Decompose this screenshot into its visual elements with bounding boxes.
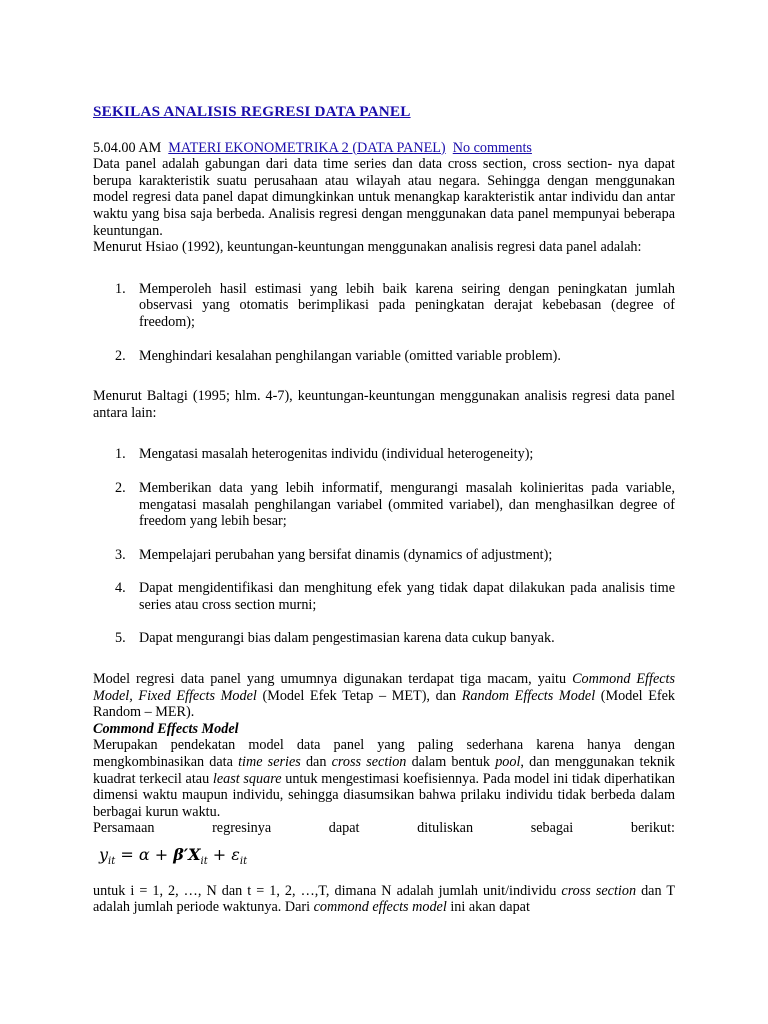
list-item-text: Dapat mengurangi bias dalam pengestimasian karena data cukup banyak. (139, 630, 555, 647)
list-item (93, 630, 675, 647)
eq-x-sub: it (200, 856, 208, 868)
cem-paragraph (93, 737, 675, 820)
list-item-text: Memberikan data yang lebih informatif, mengurangi masalah kolinieritas pada variable, mengatasi masalah penghilangan variabel (ommited variabel), dan menghasilkan degree of freedom yang lebih besar; (139, 479, 675, 530)
text-run: dan T adalah jumlah periode waktunya. Dari (93, 882, 675, 916)
regression-equation (99, 847, 675, 871)
italic-run: cross section (331, 754, 407, 771)
list-item (93, 547, 675, 564)
italic-run: Random Effects Model (461, 687, 596, 704)
eq-x: X (188, 845, 201, 864)
list-number: 5. (115, 630, 126, 647)
list-number: 1. (115, 446, 126, 463)
list-item (93, 480, 675, 530)
hsiao-paragraph: Menurut Hsiao (1992), keuntungan-keuntungan menggunakan analisis regresi data panel adalah: (93, 239, 642, 256)
list-item (93, 580, 675, 613)
italic-run: cross section (561, 882, 637, 899)
post-meta (93, 140, 675, 157)
text-run: Model regresi data panel yang umumnya digunakan terdapat tiga macam, yaitu (93, 671, 573, 688)
list-item (93, 281, 675, 331)
intro-paragraph: Data panel adalah gabungan dari data time series dan data cross section, cross section- nya dapat berupa karakteristik suatu perusahaan atau wilayah atau negara. Sehingga dengan menggunakan model regresi data panel dapat dimungkinkan untuk menangkap karakteristik antar individu dan antar waktu yang bisa saja berbeda. Analisis regresi dengan menggunakan data panel mempunyai beberapa keuntungan. (93, 156, 675, 239)
models-paragraph (93, 671, 675, 721)
text-run: , dan menggunakan teknik kuadrat terkecil atau (93, 754, 675, 787)
list-number: 2. (115, 347, 126, 364)
list-item (93, 348, 675, 365)
eq-y-sub: it (108, 856, 116, 868)
category-link[interactable]: MATERI EKONOMETRIKA 2 (DATA PANEL) (168, 139, 446, 156)
eq-epsilon: + ε (207, 845, 240, 864)
text-run: untuk i = 1, 2, …, N dan t = 1, 2, …,T, dimana N adalah jumlah unit/individu (93, 882, 562, 899)
italic-run: pool (495, 754, 521, 771)
equation-intro: Persamaan regresinya dapat dituliskan sebagai berikut: (93, 820, 675, 837)
text-run: (Model Efek Random – MER). (93, 687, 675, 721)
italic-run: commond effects model (313, 899, 447, 916)
post-time: 5.04.00 AM (93, 139, 162, 156)
text-run: dan (300, 754, 332, 771)
italic-run: least square (212, 770, 282, 787)
text-run: (Model Efek Tetap – MET), dan (256, 687, 462, 704)
eq-beta: β′ (173, 845, 189, 864)
list-item-text: Memperoleh hasil estimasi yang lebih baik karena seiring dengan peningkatan jumlah observasi yang otomatis berimplikasi pada peningkatan derajat kebebasan (degree of freedom); (139, 280, 675, 330)
eq-e-sub: it (239, 856, 248, 868)
list-item (93, 446, 675, 463)
text-run: dalam bentuk (406, 754, 496, 771)
text-run: Merupakan pendekatan model data panel yang paling sederhana karena hanya dengan mengkombinasikan data (93, 737, 675, 771)
hsiao-advantages-list (93, 281, 675, 364)
list-number: 2. (115, 479, 126, 496)
index-paragraph (93, 883, 675, 916)
baltagi-advantages-list (93, 446, 675, 647)
list-number: 3. (115, 546, 126, 563)
baltagi-paragraph: Menurut Baltagi (1995; hlm. 4-7), keuntungan-keuntungan menggunakan analisis regresi data panel antara lain: (93, 388, 675, 421)
cem-heading: Commond Effects Model (93, 720, 239, 737)
list-number: 4. (115, 580, 126, 597)
post-body (93, 104, 675, 916)
italic-run: time series (238, 754, 301, 771)
eq-alpha: = α + (115, 845, 174, 864)
post-title[interactable]: SEKILAS ANALISIS REGRESI DATA PANEL (93, 103, 411, 120)
text-run: untuk mengestimasi koefisiennya. Pada model ini tidak diperhatikan dimensi waktu maupun individu, sehingga diasumsikan bahwa prilaku individu tidak berbeda dalam berbagai kurun waktu. (93, 770, 675, 820)
text-run: ini akan dapat (446, 899, 530, 916)
italic-run: Commond Effects Model, Fixed Effects Model (93, 671, 675, 704)
list-item-text: Dapat mengidentifikasi dan menghitung efek yang tidak dapat dilakukan pada analisis time series atau cross section murni; (139, 580, 675, 613)
comments-link[interactable]: No comments (452, 139, 532, 156)
list-item-text: Mengatasi masalah heterogenitas individu (individual heterogeneity); (139, 446, 534, 463)
list-item-text: Mempelajari perubahan yang bersifat dinamis (dynamics of adjustment); (139, 546, 553, 563)
eq-y: y (99, 845, 109, 864)
list-item-text: Menghindari kesalahan penghilangan variable (omitted variable problem). (139, 347, 561, 364)
list-number: 1. (115, 280, 126, 297)
